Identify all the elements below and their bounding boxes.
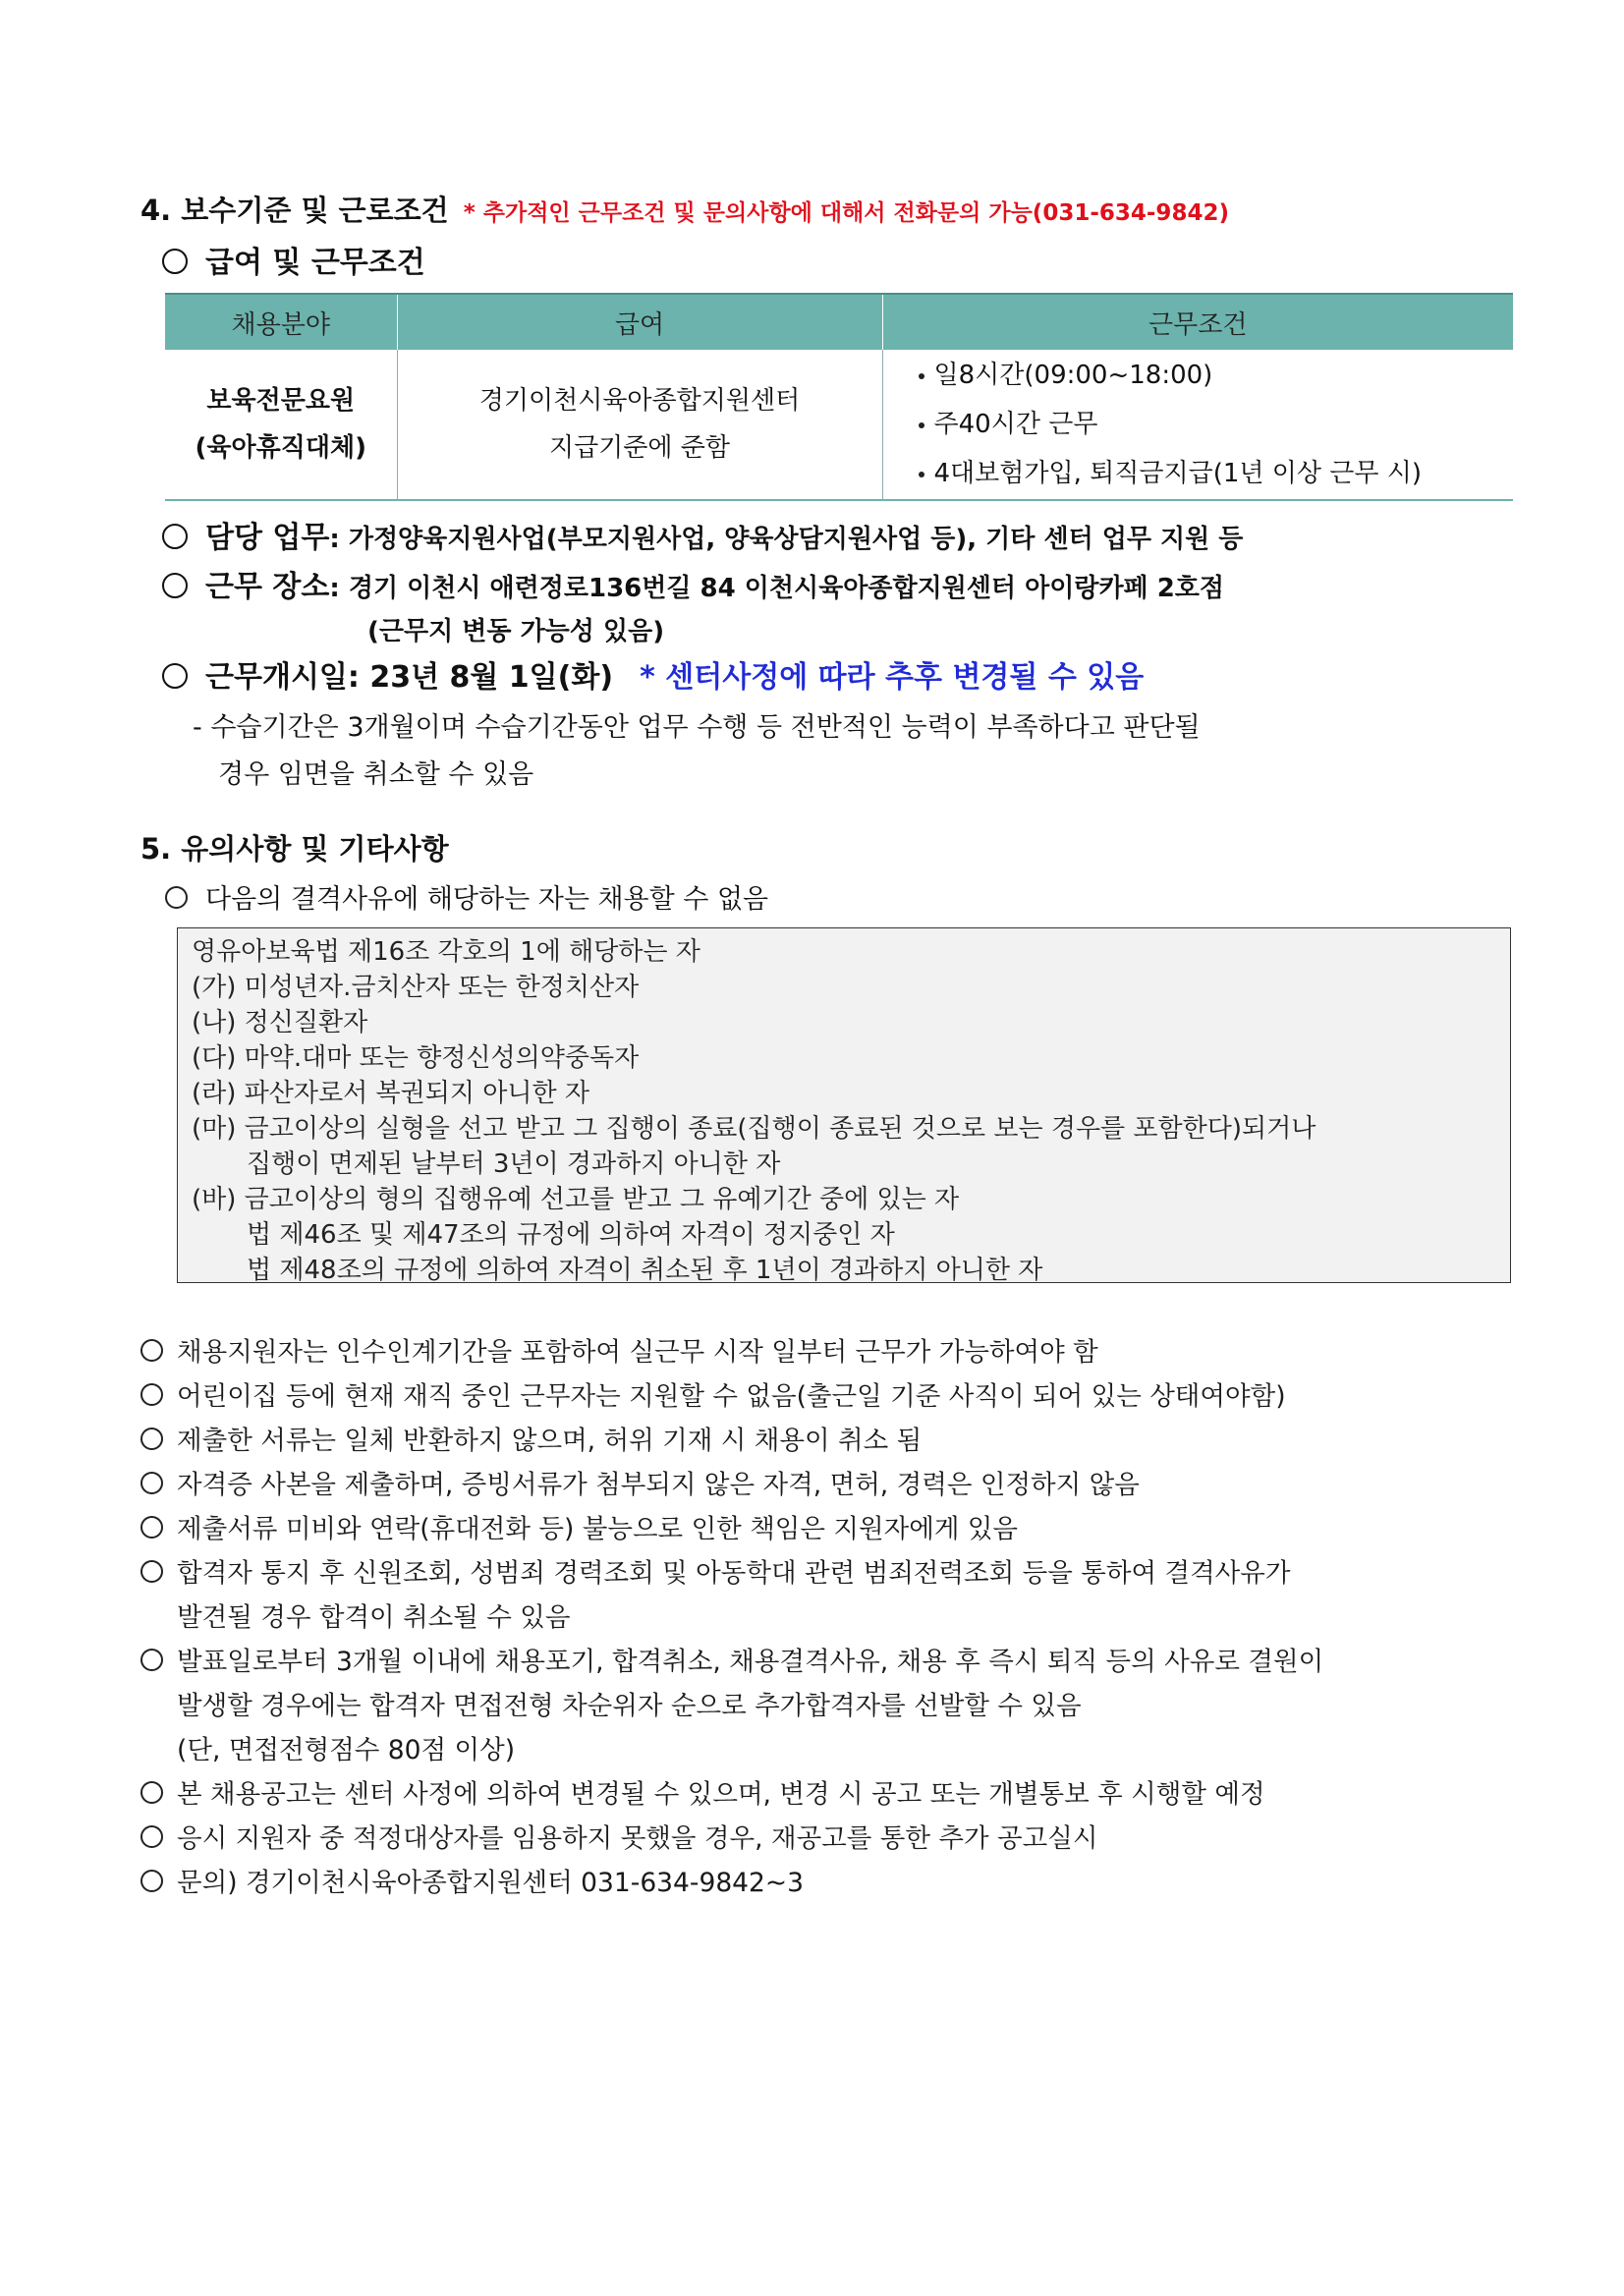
list-item: (마) 금고이상의 실형을 선고 받고 그 집행이 종료(집행이 종료된 것으로 보는 경우를 포함한다)되거나: [192, 1114, 1316, 1144]
circle-bullet-icon: [162, 573, 188, 598]
notice-text: 문의) 경기이천시육아종합지원센터 031-634-9842~3: [177, 1868, 804, 1898]
table-row: [165, 350, 1513, 500]
notice-item: [140, 1640, 1323, 1678]
cell-conditions: [882, 350, 1513, 500]
notice-text: 어린이집 등에 현재 재직 중인 근무자는 지원할 수 없음(출근일 기준 사직이 되어 있는 상태여야함): [177, 1381, 1286, 1412]
probation-line-1: - 수습기간은 3개월이며 수습기간동안 업무 수행 등 전반적인 능력이 부족하다고 판단될: [193, 712, 1201, 743]
notice-text: 제출한 서류는 일체 반환하지 않으며, 허위 기재 시 채용이 취소 됨: [177, 1426, 923, 1456]
location-line: [162, 562, 1224, 605]
pay-line-2: 지급기준에 준함: [548, 433, 731, 463]
circle-bullet-icon: [140, 1428, 163, 1450]
circle-bullet-icon: [140, 1560, 163, 1583]
list-item: 법 제48조의 규정에 의하여 자격이 취소된 후 1년이 경과하지 아니한 자: [247, 1256, 1043, 1285]
disqualification-box: [177, 927, 1511, 1283]
disq-intro-text: 다음의 결격사유에 해당하는 자는 채용할 수 없음: [205, 884, 769, 915]
notice-continuation: 발견될 경우 합격이 취소될 수 있음: [177, 1602, 571, 1633]
list-item: (다) 마약.대마 또는 향정신성의약중독자: [192, 1043, 640, 1073]
field-line-1: 보육전문요원: [206, 386, 356, 416]
location-note: (근무지 변동 가능성 있음): [367, 617, 665, 646]
header-field: 채용분야: [165, 294, 397, 350]
circle-bullet-icon: [165, 886, 188, 909]
field-line-2: (육아휴직대체): [195, 433, 366, 463]
contact-note: * 추가적인 근무조건 및 문의사항에 대해서 전화문의 가능(031-634-9842): [463, 200, 1229, 226]
list-item: 법 제46조 및 제47조의 규정에 의하여 자격이 정지중인 자: [247, 1220, 895, 1250]
circle-bullet-icon: [140, 1339, 163, 1362]
circle-bullet-icon: [140, 1870, 163, 1892]
duties-label: 담당 업무: [205, 521, 330, 555]
circle-bullet-icon: [162, 663, 188, 689]
section4-title: 4. 보수기준 및 근로조건: [140, 194, 449, 227]
bullet-icon: [919, 422, 924, 428]
pay-subtitle: [162, 238, 425, 281]
notice-text: 채용지원자는 인수인계기간을 포함하여 실근무 시작 일부터 근무가 가능하여야 함: [177, 1337, 1098, 1368]
notice-text: 본 채용공고는 센터 사정에 의하여 변경될 수 있으며, 변경 시 공고 또는 개별통보 후 시행할 예정: [177, 1779, 1265, 1810]
notice-item: [140, 1463, 1140, 1501]
list-item: 영유아보육법 제16조 각호의 1에 해당하는 자: [192, 937, 700, 967]
circle-bullet-icon: [140, 1516, 163, 1539]
notice-text: 합격자 통지 후 신원조회, 성범죄 경력조회 및 아동학대 관련 범죄전력조회 등을 통하여 결격사유가: [177, 1558, 1291, 1589]
bullet-icon: [919, 472, 924, 477]
list-item: (라) 파산자로서 복권되지 아니한 자: [192, 1079, 589, 1108]
list-item: (나) 정신질환자: [192, 1008, 368, 1037]
section5-title: 5. 유의사항 및 기타사항: [140, 832, 449, 866]
condition-text: 일8시간(09:00~18:00): [933, 361, 1213, 390]
notice-item: [140, 1551, 1290, 1590]
notice-item: [140, 1772, 1265, 1811]
notice-item: [140, 1507, 1018, 1545]
condition-text: 4대보험가입, 퇴직금지급(1년 이상 근무 시): [933, 459, 1423, 488]
notice-text: 발표일로부터 3개월 이내에 채용포기, 합격취소, 채용결격사유, 채용 후 즉시 퇴직 등의 사유로 결원이: [177, 1647, 1324, 1677]
condition-item: [919, 400, 1513, 449]
notice-text: 자격증 사본을 제출하며, 증빙서류가 첨부되지 않은 자격, 면허, 경력은 인정하지 않음: [177, 1470, 1140, 1500]
circle-bullet-icon: [162, 249, 188, 274]
notice-continuation: 발생할 경우에는 합격자 면접전형 차순위자 순으로 추가합격자를 선발할 수 있음: [177, 1691, 1082, 1721]
notice-item: [140, 1374, 1286, 1413]
notice-item: [140, 1817, 1097, 1855]
notice-text: 응시 지원자 중 적정대상자를 임용하지 못했을 경우, 재공고를 통한 추가 공고실시: [177, 1823, 1098, 1854]
condition-text: 주40시간 근무: [933, 410, 1098, 439]
notice-continuation: (단, 면접전형점수 80점 이상): [177, 1735, 516, 1765]
notice-item: [140, 1419, 922, 1457]
notice-item: [140, 1330, 1098, 1369]
start-line: [162, 652, 1144, 696]
circle-bullet-icon: [162, 524, 188, 549]
notice-item: [140, 1861, 804, 1899]
list-item: (바) 금고이상의 형의 집행유예 선고를 받고 그 유예기간 중에 있는 자: [192, 1185, 960, 1214]
bullet-icon: [919, 373, 924, 379]
location-label: 근무 장소: [205, 570, 330, 604]
list-item: (가) 미성년자.금치산자 또는 한정치산자: [192, 973, 640, 1002]
circle-bullet-icon: [140, 1781, 163, 1804]
cell-pay: [397, 350, 882, 500]
duties-text: : 가정양육지원사업(부모지원사업, 양육상담지원사업 등), 기타 센터 업무 지원 등: [329, 525, 1244, 554]
duties-line: [162, 513, 1243, 556]
pay-line-1: 경기이천시육아종합지원센터: [478, 386, 801, 416]
start-date-note: * 센터사정에 따라 추후 변경될 수 있음: [640, 660, 1145, 695]
probation-line-2: 경우 임면을 취소할 수 있음: [218, 759, 534, 790]
circle-bullet-icon: [140, 1825, 163, 1848]
section4-header: [140, 189, 1229, 229]
notice-text: 제출서류 미비와 연락(휴대전화 등) 불능으로 인한 책임은 지원자에게 있음: [177, 1514, 1019, 1544]
header-pay: 급여: [397, 294, 882, 350]
condition-item: [919, 351, 1513, 400]
cell-field: [165, 350, 397, 500]
pay-subtitle-text: 급여 및 근무조건: [205, 246, 425, 280]
list-item: 집행이 면제된 날부터 3년이 경과하지 아니한 자: [247, 1149, 781, 1179]
location-text: : 경기 이천시 애련정로136번길 84 이천시육아종합지원센터 아이랑카페 2호점: [329, 574, 1225, 603]
header-conditions: 근무조건: [882, 294, 1513, 350]
disq-intro: [165, 877, 768, 916]
pay-table: [165, 293, 1513, 501]
circle-bullet-icon: [140, 1649, 163, 1671]
condition-item: [919, 449, 1513, 498]
circle-bullet-icon: [140, 1383, 163, 1406]
circle-bullet-icon: [140, 1472, 163, 1494]
start-date-text: 근무개시일: 23년 8월 1일(화): [205, 660, 614, 695]
